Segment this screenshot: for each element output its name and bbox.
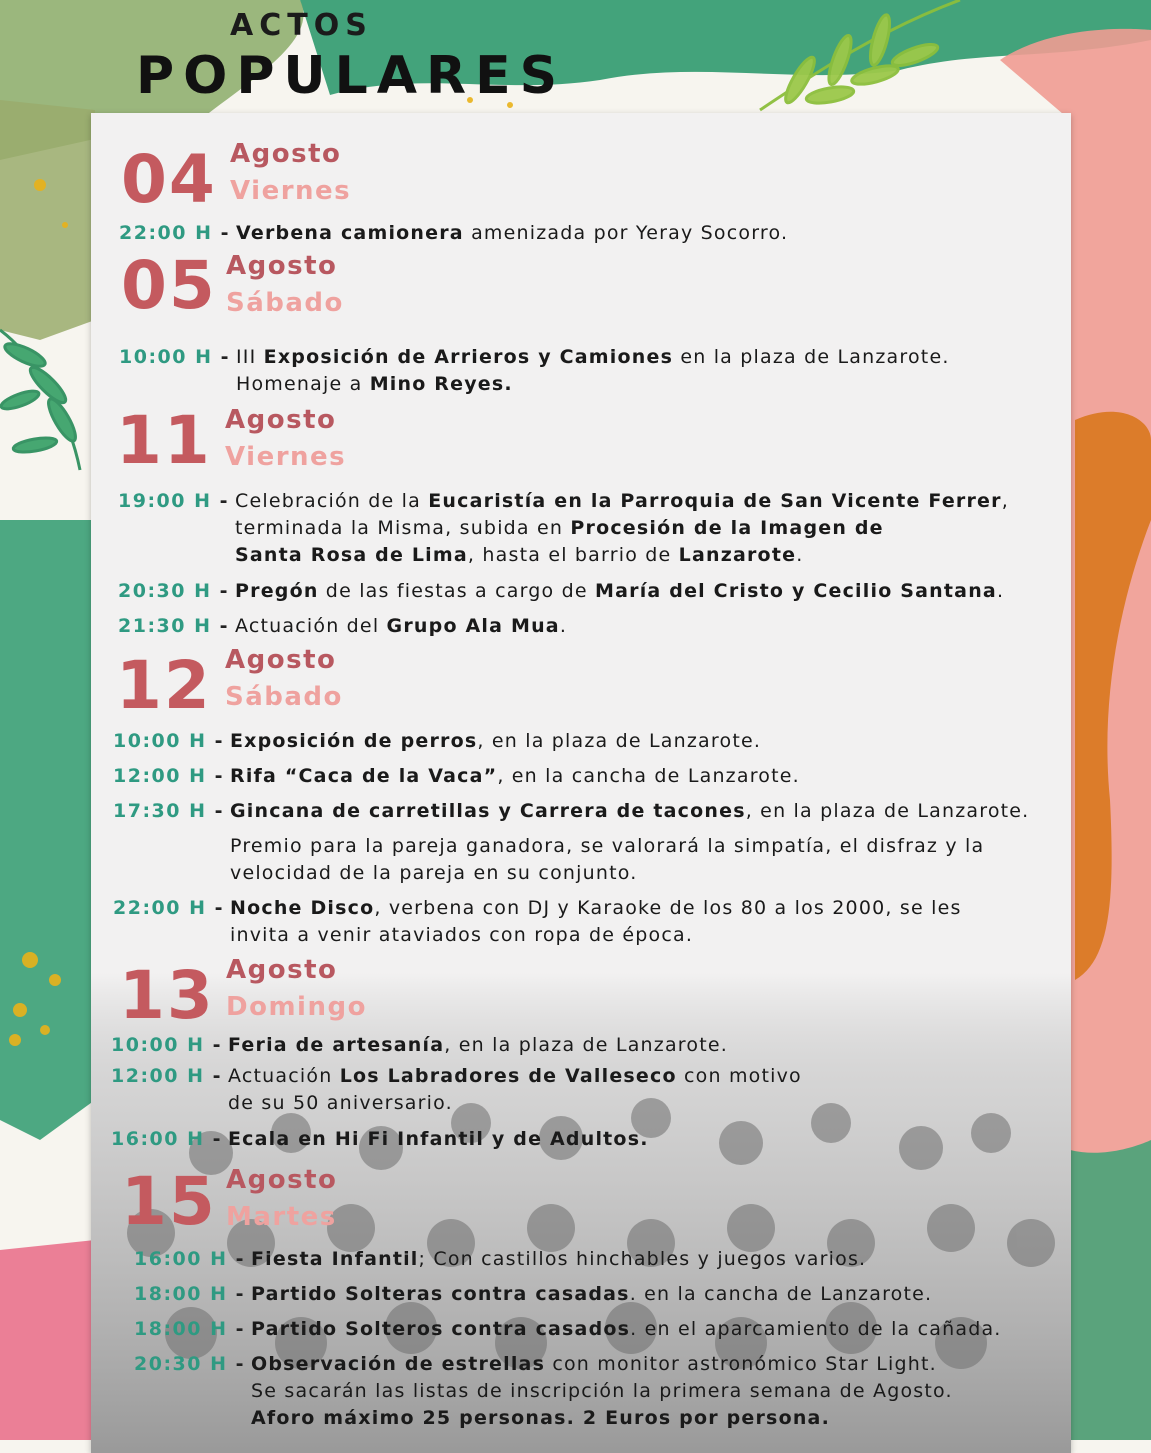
day-number: 13 (119, 957, 215, 1034)
day-weekday: Sábado (226, 288, 344, 318)
event-time: 16:00 H - (111, 1128, 223, 1150)
day-month: Agosto (225, 645, 337, 675)
event-time: 22:00 H - (113, 897, 225, 919)
program-panel (91, 113, 1071, 1453)
event-description: Ecala en Hi Fi Infantil y de Adultos. (228, 1128, 649, 1150)
event-description: Pregón de las fiestas a cargo de María del Cristo y Cecilio Santana. (235, 580, 1005, 602)
header-title-small: ACTOS (230, 8, 373, 43)
event-description: Fiesta Infantil; Con castillos hinchables y juegos varios. (251, 1248, 867, 1270)
day-weekday: Martes (226, 1202, 337, 1232)
event-description: Feria de artesanía, en la plaza de Lanzarote. (228, 1034, 729, 1056)
event-time: 22:00 H - (119, 222, 231, 244)
event-description: Partido Solteras contra casadas. en la cancha de Lanzarote. (251, 1283, 933, 1305)
day-month: Agosto (225, 405, 337, 435)
event-description: Actuación Los Labradores de Valleseco con motivo de su 50 aniversario. (228, 1065, 802, 1114)
event-description: Partido Solteros contra casados. en el aparcamiento de la cañada. (251, 1318, 1002, 1340)
event-time: 12:00 H - (111, 1065, 223, 1087)
event-description: Exposición de perros, en la plaza de Lanzarote. (230, 730, 762, 752)
day-weekday: Viernes (225, 442, 347, 472)
event-time: 18:00 H - (134, 1283, 246, 1305)
event-description: Noche Disco, verbena con DJ y Karaoke de los 80 a los 2000, se les invita a venir ataviados con ropa de época. (230, 897, 962, 946)
event-time: 10:00 H - (111, 1034, 223, 1056)
day-number: 04 (121, 141, 217, 218)
day-month: Agosto (226, 251, 338, 281)
event-time: 16:00 H - (134, 1248, 246, 1270)
event-description: Verbena camionera amenizada por Yeray Socorro. (236, 222, 789, 244)
day-number: 05 (121, 247, 217, 324)
event-time: 10:00 H - (113, 730, 225, 752)
day-weekday: Viernes (230, 176, 352, 206)
day-month: Agosto (230, 139, 342, 169)
event-description: Gincana de carretillas y Carrera de tacones, en la plaza de Lanzarote. (230, 800, 1030, 822)
event-description: Rifa “Caca de la Vaca”, en la cancha de Lanzarote. (230, 765, 800, 787)
event-time: 12:00 H - (113, 765, 225, 787)
day-weekday: Sábado (225, 682, 343, 712)
event-time: 20:30 H - (134, 1353, 246, 1375)
day-weekday: Domingo (226, 992, 367, 1022)
day-number: 15 (121, 1163, 217, 1240)
event-description: Actuación del Grupo Ala Mua. (235, 615, 568, 637)
day-number: 12 (116, 647, 212, 724)
header-title-big: POPULARES (136, 46, 567, 106)
event-time: 21:30 H - (118, 615, 230, 637)
event-time: 17:30 H - (113, 800, 225, 822)
day-month: Agosto (226, 955, 338, 985)
event-description: Observación de estrellas con monitor astronómico Star Light. Se sacarán las listas de inscripción la primera semana de Agosto. Aforo máximo 25 personas. 2 Euros por persona. (251, 1353, 953, 1429)
event-time: 18:00 H - (134, 1318, 246, 1340)
event-time: 20:30 H - (118, 580, 230, 602)
event-description: Celebración de la Eucaristía en la Parroquia de San Vicente Ferrer, terminada la Misma, subida en Procesión de la Imagen de Santa Rosa de Lima, hasta el barrio de Lanzarote. (235, 490, 1009, 566)
event-description: Premio para la pareja ganadora, se valorará la simpatía, el disfraz y la velocidad de la pareja en su conjunto. (230, 835, 985, 884)
event-time: 19:00 H - (118, 490, 230, 512)
event-description: III Exposición de Arrieros y Camiones en la plaza de Lanzarote. Homenaje a Mino Reyes. (236, 346, 950, 395)
day-month: Agosto (226, 1165, 338, 1195)
event-time: 10:00 H - (119, 346, 231, 368)
day-number: 11 (116, 402, 212, 479)
